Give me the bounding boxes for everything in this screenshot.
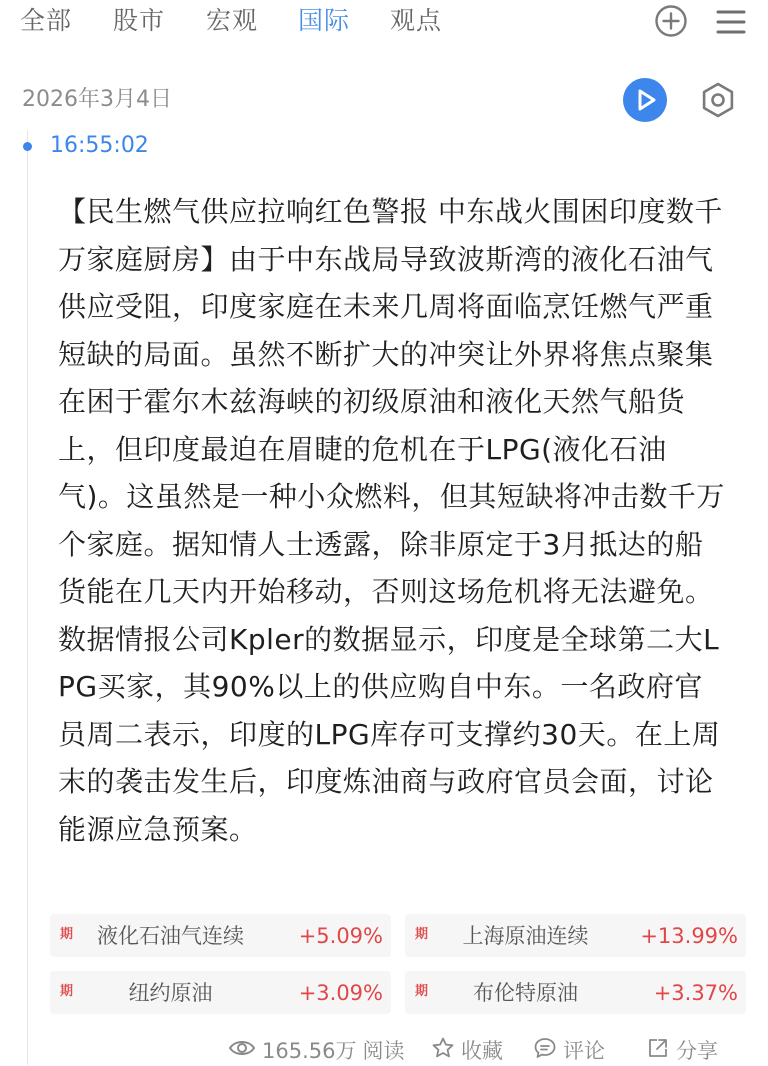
- comment-icon: [533, 1036, 557, 1065]
- tag-name: 纽约原油: [128, 981, 213, 1005]
- settings-icon[interactable]: [696, 78, 740, 122]
- news-actions: [228, 1034, 748, 1066]
- tab-macro[interactable]: 宏观: [206, 6, 259, 35]
- tag-change: +13.99%: [640, 924, 738, 948]
- views-label: 阅读: [362, 1039, 405, 1063]
- eye-icon: [228, 1038, 256, 1063]
- comment-label: 评论: [563, 1039, 605, 1063]
- views-counter: [228, 1034, 404, 1066]
- category-tabs: [0, 0, 768, 50]
- play-icon[interactable]: [623, 78, 667, 122]
- star-icon: [431, 1036, 455, 1065]
- tag-change: +3.37%: [653, 981, 738, 1005]
- futures-badge: 期: [415, 927, 429, 942]
- tag-name: 液化石油气连续: [97, 924, 244, 948]
- favorite-button[interactable]: [431, 1034, 503, 1066]
- comment-button[interactable]: [533, 1034, 605, 1066]
- share-icon: [646, 1036, 670, 1065]
- futures-badge: 期: [60, 984, 74, 999]
- futures-badge: 期: [60, 927, 74, 942]
- share-label: 分享: [676, 1039, 718, 1063]
- views-count: 165.56万: [262, 1039, 357, 1063]
- favorite-label: 收藏: [461, 1039, 503, 1063]
- futures-badge: 期: [415, 984, 429, 999]
- news-body[interactable]: 【民生燃气供应拉响红色警报 中东战火围困印度数千万家庭厨房】由于中东战局导致波斯湾的液化石油气供应受阻，印度家庭在未来几周将面临烹饪燃气严重短缺的局面。虽然不断扩大的冲突让外界将焦点聚集在困于霍尔木兹海峡的初级原油和液化天然气船货上，但印度最迫在眉睫的危机在于LPG(液化石油气)。这虽然是一种小众燃料，但其短缺将冲击数千万个家庭。据知情人士透露，除非原定于3月抵达的船货能在几天内开始移动，否则这场危机将无法避免。数据情报公司Kpler的数据显示，印度是全球第二大LPG买家，其90%以上的供应购自中东。一名政府官员周二表示，印度的LPG库存可支撑约30天。在上周末的袭击发生后，印度炼油商与政府官员会面，讨论能源应急预案。: [58, 195, 725, 846]
- tag-lpg[interactable]: [50, 914, 391, 957]
- tab-international[interactable]: 国际: [298, 6, 351, 35]
- tab-stocks[interactable]: 股市: [113, 6, 166, 35]
- tag-brent-crude[interactable]: [405, 971, 746, 1014]
- tag-nymex-crude[interactable]: [50, 971, 391, 1014]
- timeline-dot: [23, 142, 32, 151]
- related-tags: [50, 914, 750, 1014]
- date-label: 2026年3月4日: [22, 87, 172, 112]
- tag-name: 布伦特原油: [473, 981, 578, 1005]
- share-button[interactable]: [646, 1034, 718, 1066]
- timeline-line: [27, 130, 28, 1065]
- tag-change: +5.09%: [298, 924, 383, 948]
- news-time: 16:55:02: [50, 133, 149, 158]
- hamburger-menu-icon[interactable]: [715, 7, 747, 37]
- plus-circle-icon[interactable]: [654, 4, 688, 38]
- tab-all[interactable]: 全部: [20, 6, 73, 35]
- tag-shanghai-crude[interactable]: [405, 914, 746, 957]
- tag-change: +3.09%: [298, 981, 383, 1005]
- tag-name: 上海原油连续: [462, 924, 589, 948]
- tab-opinion[interactable]: 观点: [390, 6, 443, 35]
